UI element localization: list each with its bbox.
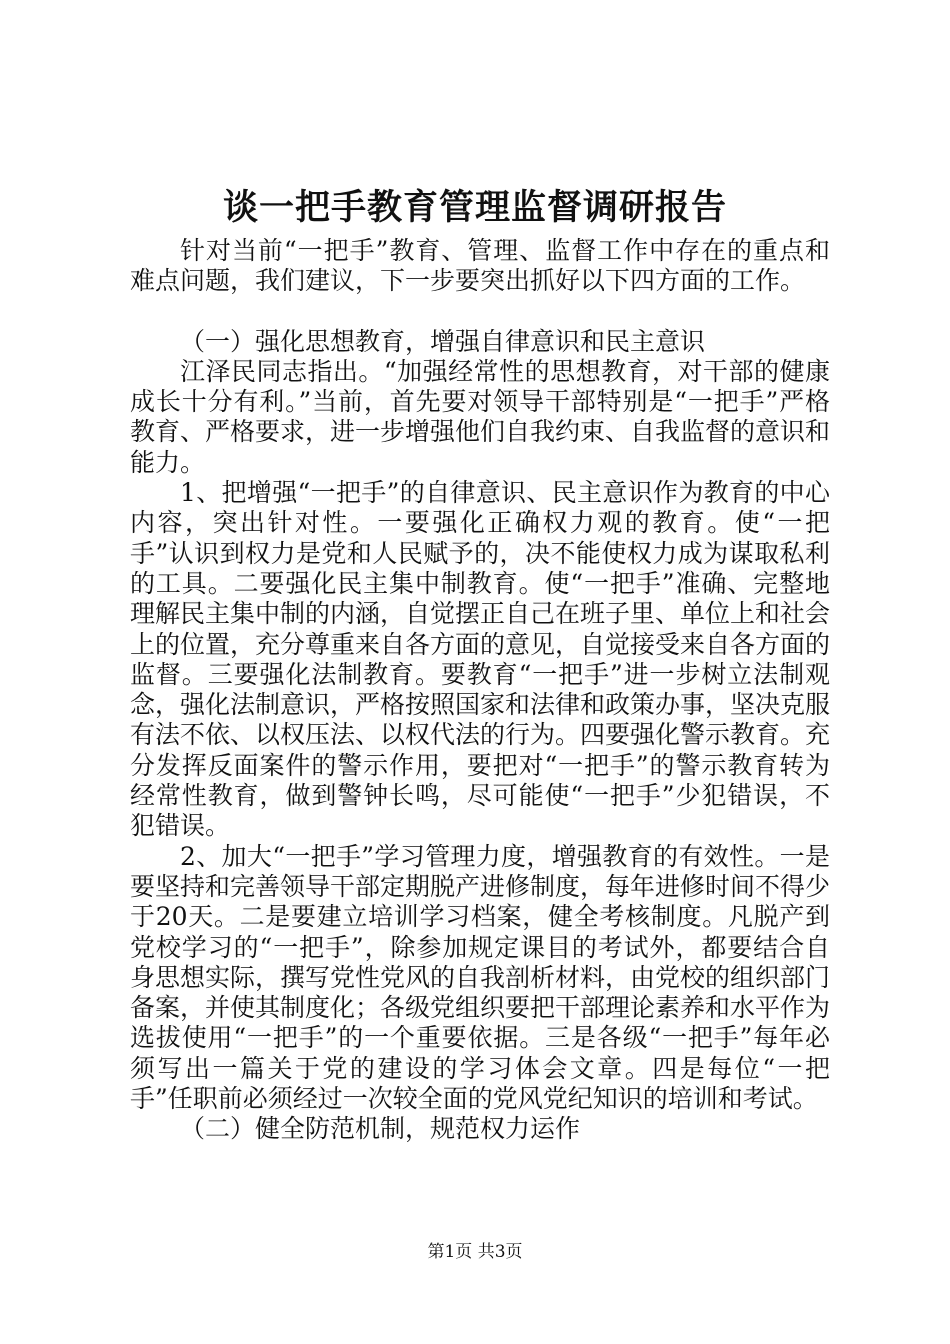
paragraph: 2、加大“一把手”学习管理力度，增强教育的有效性。一是要坚持和完善领导干部定期脱产进修制度，每年进修时间不得少于20天。二是要建立培训学习档案，健全考核制度。凡脱产到党校学习的“一把手”，除参加规定课目的考试外，都要结合自身思想实际，撰写党性党风的自我剖析材料，由党校的组织部门备案，并使其制度化；各级党组织要把干部理论素养和水平作为选拔使用“一把手”的一个重要依据。三是各级“一把手”每年必须写出一篇关于党的建设的学习体会文章。四是每位“一把手”任职前必须经过一次较全面的党风党纪知识的培训和考试。 [130,841,831,1114]
paragraph-intro: 针对当前“一把手”教育、管理、监督工作中存在的重点和难点问题，我们建议，下一步要突出抓好以下四方面的工作。 [130,236,830,296]
paragraph: 江泽民同志指出。“加强经常性的思想教育，对干部的健康成长十分有利。”当前，首先要对领导干部特别是“一把手”严格教育、严格要求，进一步增强他们自我约束、自我监督的意识和能力。 [130,356,831,477]
section-heading-2: （二）健全防范机制，规范权力运作 [180,1114,581,1144]
document-body [130,236,830,1145]
section-heading-1: （一）强化思想教育，增强自律意识和民主意识 [180,326,706,356]
paragraph: 1、把增强“一把手”的自律意识、民主意识作为教育的中心内容，突出针对性。一要强化正确权力观的教育。使“一把手”认识到权力是党和人民赋予的，决不能使权力成为谋取私利的工具。二要强化民主集中制教育。使“一把手”准确、完整地理解民主集中制的内涵，自觉摆正自己在班子里、单位上和社会上的位置，充分尊重来自各方面的意见，自觉接受来自各方面的监督。三要强化法制教育。要教育“一把手”进一步树立法制观念，强化法制意识，严格按照国家和法律和政策办事，坚决克服有法不依、以权压法、以权代法的行为。四要强化警示教育。充分发挥反面案件的警示作用，要把对“一把手”的警示教育转为经常性教育，做到警钟长鸣，尽可能使“一把手”少犯错误，不犯错误。 [130,478,831,841]
document-title: 谈一把手教育管理监督调研报告 [222,187,727,228]
page-number: 第1页 共3页 [427,1242,523,1262]
